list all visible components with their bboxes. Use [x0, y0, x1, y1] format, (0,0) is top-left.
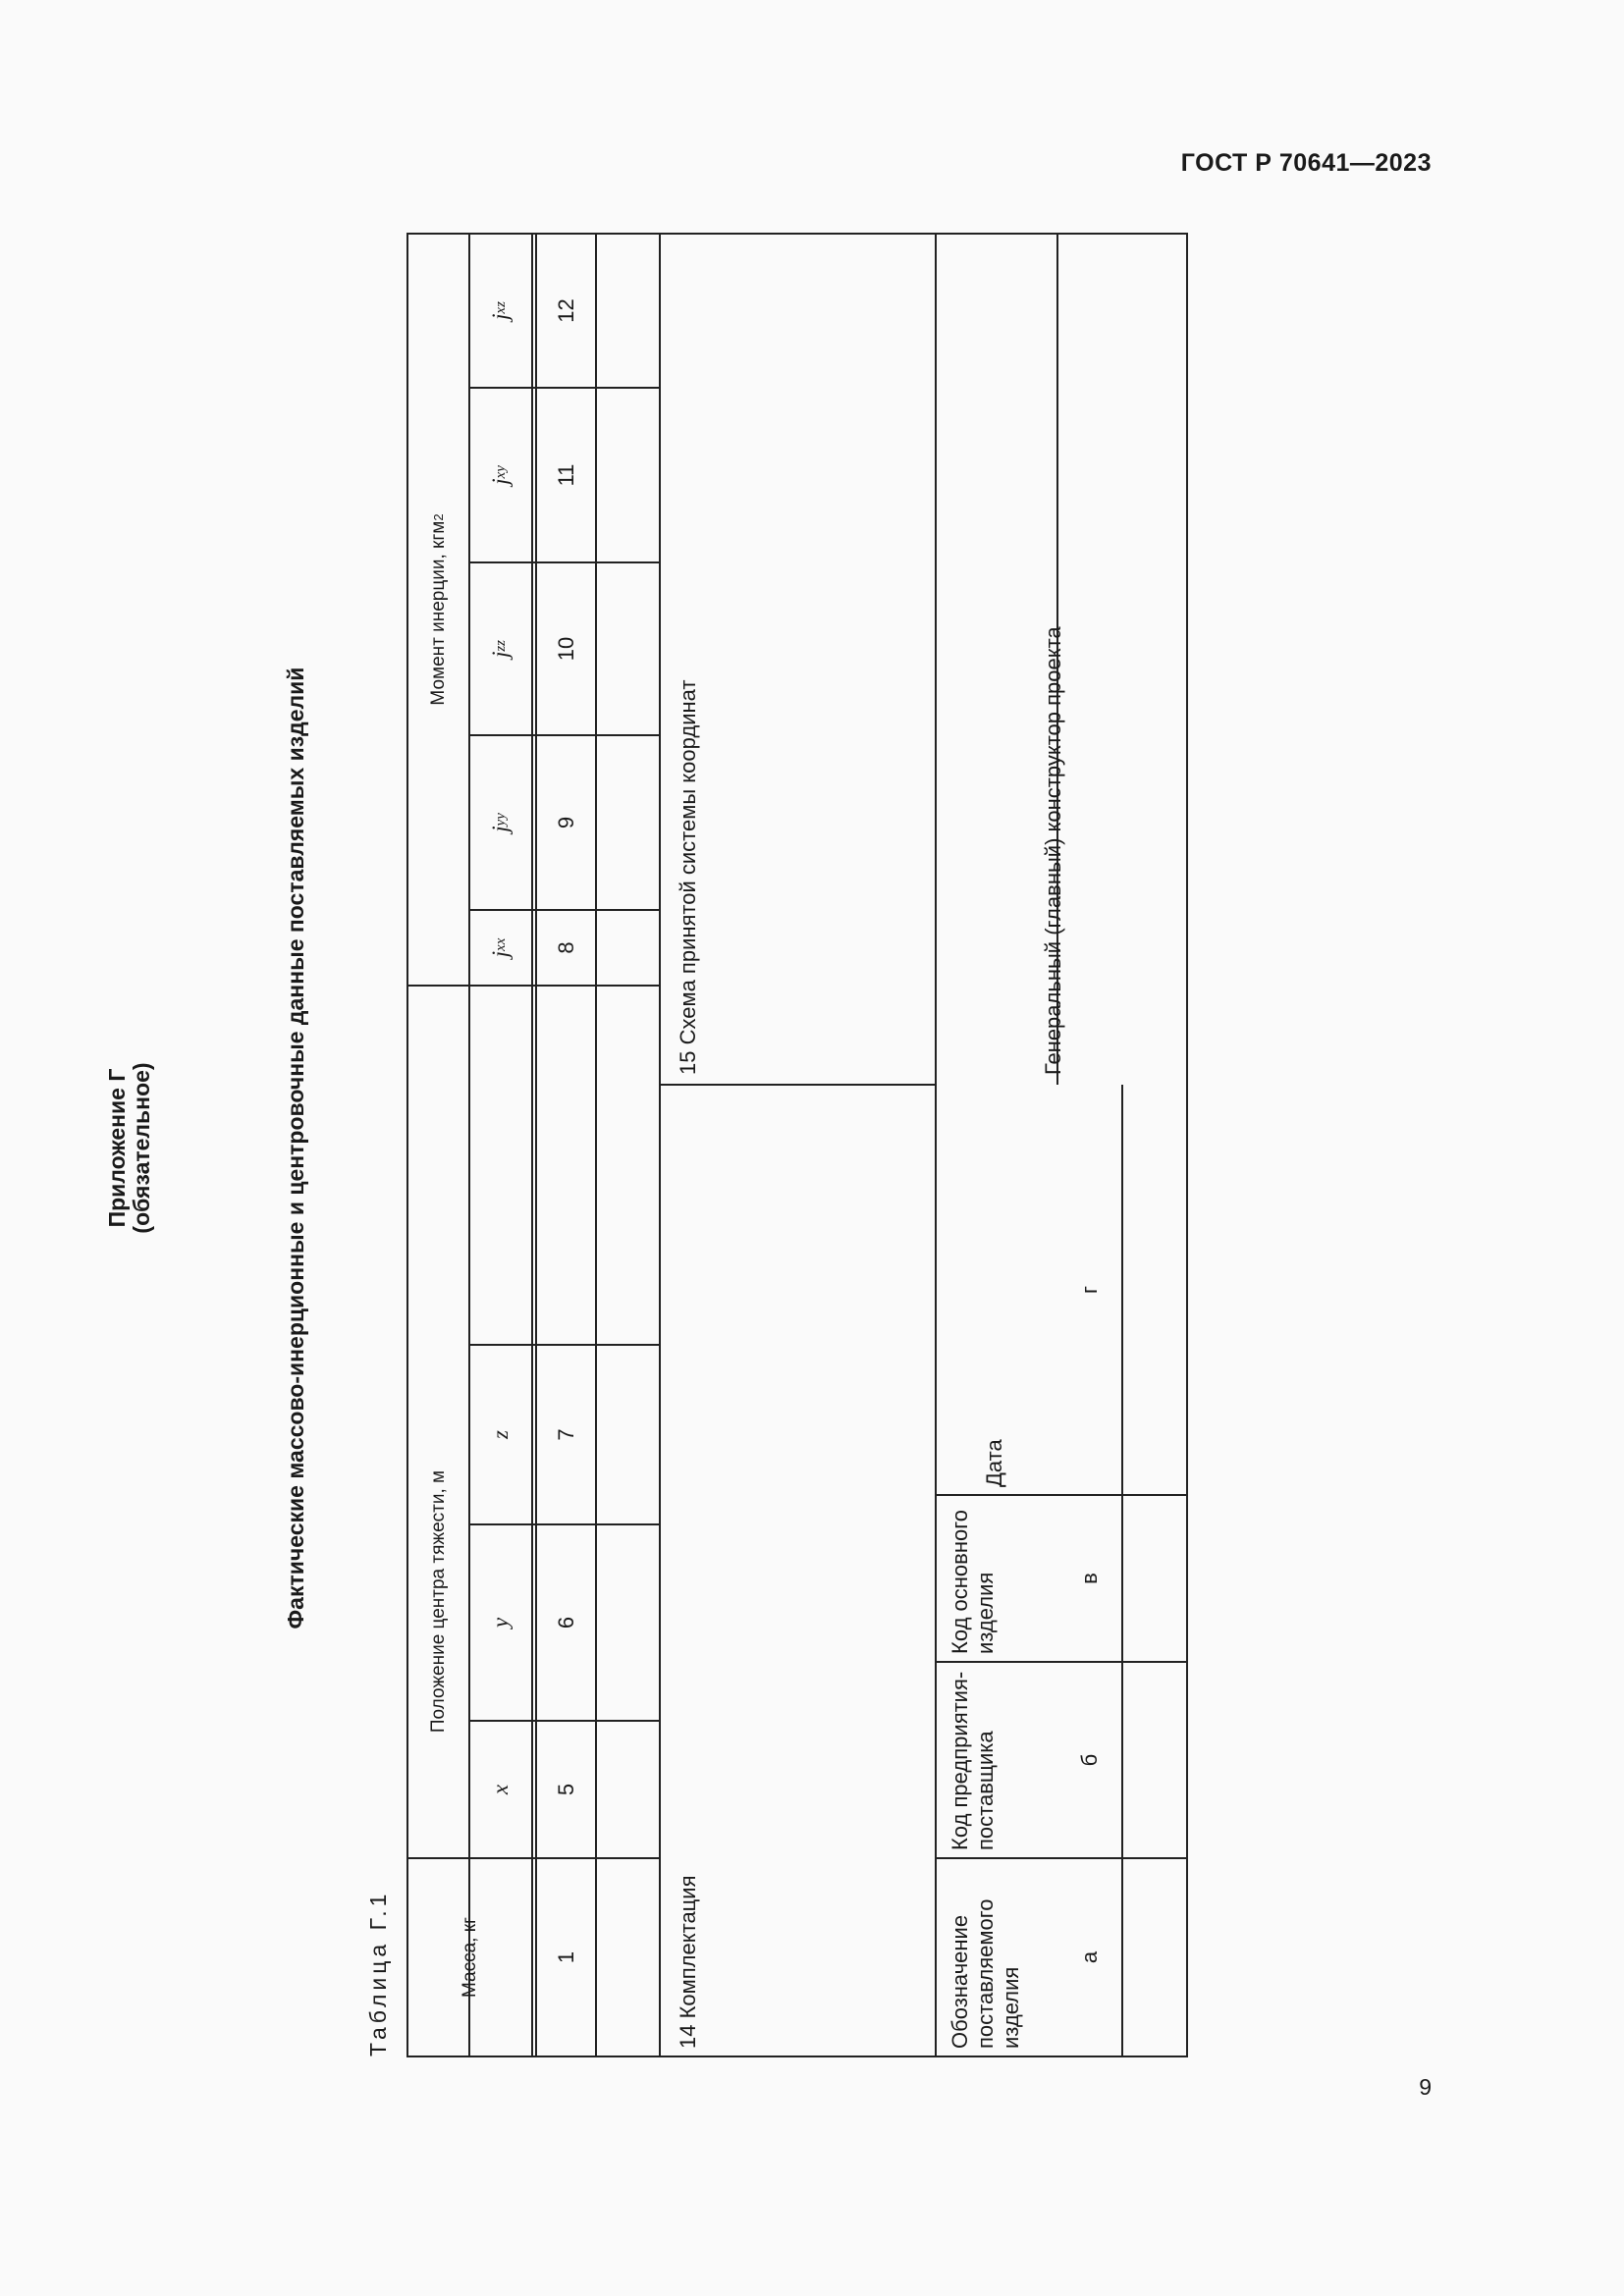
- jxx-sub: xx: [493, 937, 509, 951]
- col-jxx-header: [469, 910, 532, 986]
- col-number-9: 9: [553, 816, 578, 829]
- col-number-11: 11: [553, 463, 578, 487]
- col-y-header: y: [488, 1617, 513, 1629]
- inertia-header-sup: 2: [430, 513, 446, 521]
- inertia-header: [407, 234, 469, 986]
- jzz-base: j: [488, 651, 513, 659]
- annex-subtitle: (обязательное): [129, 1062, 154, 1234]
- col-number-5: 5: [553, 1783, 578, 1796]
- col-z-header: z: [488, 1430, 513, 1439]
- jxz-sub: xz: [493, 301, 509, 314]
- col-jyy-header: [469, 735, 532, 910]
- col-number-8: 8: [553, 941, 578, 954]
- jxy-sub: xy: [493, 465, 509, 479]
- field-14-label: 14 Комплектация: [676, 1875, 700, 2049]
- col-jzz-header: [469, 562, 532, 735]
- inertia-header-text: Момент инерции, кгм: [427, 520, 449, 706]
- main-code-header: Код основного изделия: [947, 1510, 998, 1654]
- table-label: Таблица Г.1: [365, 1890, 391, 2056]
- document-code: ГОСТ Р 70641—2023: [1180, 149, 1432, 177]
- jyy-base: j: [488, 826, 513, 832]
- col-number-6: 6: [553, 1616, 578, 1629]
- page-number: 9: [1419, 2074, 1432, 2100]
- col-number-10: 10: [553, 636, 578, 662]
- col-number-12: 12: [553, 298, 578, 323]
- date-header: Дата: [982, 1439, 1006, 1487]
- col-number-1: 1: [553, 1950, 578, 1964]
- jxz-base: j: [488, 313, 513, 320]
- jxy-base: j: [488, 478, 513, 485]
- col-number-7: 7: [553, 1428, 578, 1441]
- jzz-sub: zz: [493, 639, 509, 652]
- col-jxy-header: [469, 388, 532, 562]
- designation-header: Обозначение поставляемого изделия: [947, 1898, 1023, 2049]
- jyy-sub: yy: [493, 813, 509, 827]
- annex-title: Приложение Г: [104, 1068, 130, 1228]
- letter-a: а: [1077, 1950, 1102, 1964]
- mass-header: Масса, кг: [459, 1917, 480, 1998]
- col-jxz-header: [469, 234, 532, 388]
- letter-v: в: [1077, 1573, 1102, 1584]
- supplier-code-header: Код предприятия-поставщика: [947, 1671, 998, 1850]
- cg-header: Положение центра тяжести, м: [427, 1469, 449, 1734]
- section-title: Фактические массово-инерционные и центровочные данные поставляемых изделий: [283, 667, 308, 1629]
- col-x-header: x: [488, 1784, 513, 1795]
- field-15-label: 15 Схема принятой системы координат: [676, 679, 700, 1075]
- jxx-base: j: [488, 950, 513, 958]
- letter-g: г: [1077, 1285, 1102, 1295]
- chief-designer-header: Генеральный (главный) конструктор проекта: [1041, 626, 1065, 1075]
- letter-b: б: [1077, 1753, 1102, 1767]
